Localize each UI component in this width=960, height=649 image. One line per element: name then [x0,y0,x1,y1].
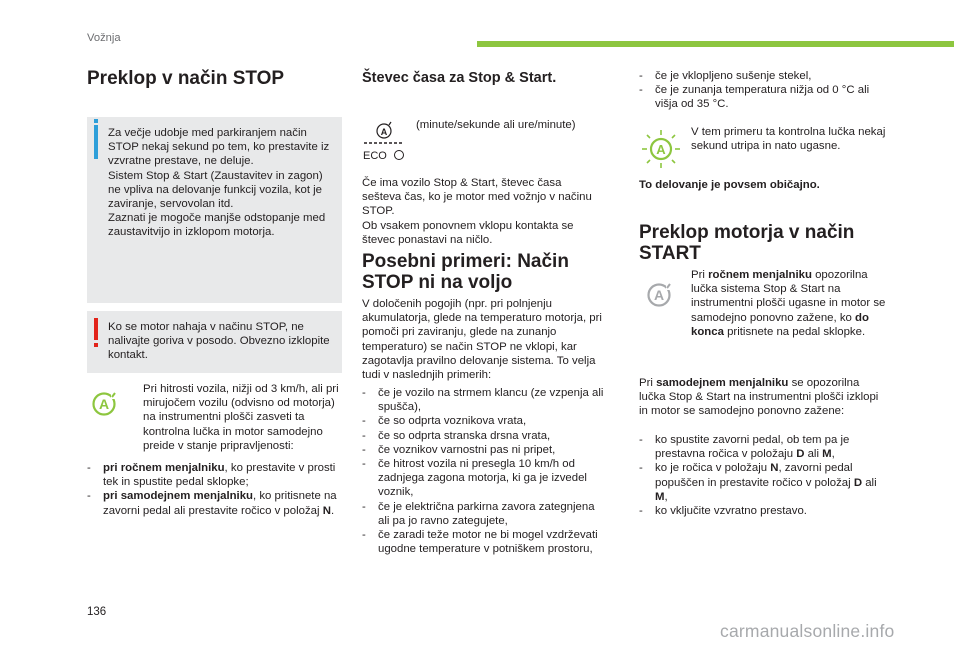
header-accent-bar [477,41,954,47]
svg-text:ECO: ECO [363,150,387,162]
flash-description: V tem primeru ta kontrolna lučka nekaj sekund utripa in nato ugasne. [691,126,886,153]
more-cases-list [639,69,879,112]
list-item: - če voznikov varnostni pas ni pripet, [362,443,607,457]
list-item: - pri ročnem menjalniku, ko prestavite v prosti tek in spustite pedal sklopke; [87,461,342,489]
list-item: - ko je ročica v položaju N, zavorni pedal popuščen in prestavite ročico v položaj D ali M, [639,461,884,504]
info-text-2: Sistem Stop & Start (Zaustavitev in zagon) ne vpliva na delovanje funkcij vozila, kot je zaviranje, servovolan itd. [108,169,323,211]
normal-operation-note: To delovanje je povsem običajno. [639,179,820,191]
list-item: - če je vozilo na strmem klancu (ze vzpenja ali spušča), [362,386,607,414]
warning-icon [94,318,98,340]
list-item: - ko spustite zavorni pedal, ob tem pa je prestavna ročica v položaju D ali M, [639,433,884,461]
lamp-off-icon [646,282,672,308]
list-item: - če je električna parkirna zavora zategnjena ali pa jo ravno zategujete, [362,500,607,528]
svg-text:A: A [98,396,110,412]
auto-gearbox-intro: Pri samodejnem menjalniku se opozorilna lučka Stop & Start na instrumentni plošči izklopi in motor se samodejno ponovno zažene: [639,377,879,418]
icon-caption: (minute/sekunde ali ure/minute) [416,119,576,131]
watermark-text: carmanualsonline.info [720,621,895,641]
heading-counter: Števec časa za Stop & Start. [362,70,557,86]
flashing-lamp-icon [640,128,682,170]
list-item: - če je vklopljeno sušenje stekel, [639,69,879,83]
info-icon [94,125,98,159]
special-cases-list [362,386,607,556]
info-box [87,117,342,303]
lamp-description: Pri hitrosti vozila, nižji od 3 km/h, ali pri mirujočem vozilu (odvisno od motorja) na instrumentni plošči zasveti ta kontrolna lučka in motor samodejno preide v stanje pripravljenosti: [143,383,339,452]
manual-gearbox-text: Pri ročnem menjalniku opozorilna lučka sistema Stop & Start na instrumentni plošči ugasne in motor se samodejno ponovno zažene, ko do konca pritisnete na pedal sklopke. [691,269,886,338]
special-cases-intro: V določenih pogojih (npr. pri polnjenju akumulatorja, glede na temperaturo motorja, pri pomoči pri zaviranju, glede na zunanjo temperaturo) se način STOP ne vklopi, kar zagotavlja pravilno delovanje sistema. To velja tudi v naslednjih primerih: [362,298,602,382]
heading-start-mode: Preklop motorja v način START [639,222,855,264]
list-item: - če so odprta stranska drsna vrata, [362,429,607,443]
info-text-3: Zaznati je mogoče manjše odstopanje med zaustavitvijo in izklopom motorja. [108,212,326,239]
list-item: - če je zunanja temperatura nižja od 0 °C ali višja od 35 °C. [639,83,879,111]
counter-text-2: Ob vsakem ponovnem vklopu kontakta se števec ponastavi na ničlo. [362,219,574,246]
list-item: - pri samodejnem menjalniku, ko pritisnete na zavorni pedal ali prestavite ročico v položaj N. [87,489,342,517]
svg-text:A: A [380,127,388,137]
list-item: - ko vključite vzvratno prestavo. [639,504,884,518]
heading-special-cases: Posebni primeri: Način STOP ni na voljo [362,251,569,293]
page-number: 136 [87,606,107,618]
counter-text-1: Če ima vozilo Stop & Start, števec časa sešteva čas, ko je motor med vožnjo v načinu STOP. [362,177,592,218]
warning-box [87,311,342,373]
info-text-1: Za večje udobje med parkiranjem način STOP nekaj sekund po tem, ko prestavite iz vzvratne prestave, ne deluje. [108,127,330,168]
heading-stop-mode: Preklop v način STOP [87,68,285,89]
warning-text: Ko se motor nahaja v načinu STOP, ne nalivajte goriva v posodo. Obvezno izklopite kontakt. [108,321,330,362]
list-item: - če so odprta voznikova vrata, [362,414,607,428]
eco-counter-icon [362,118,406,164]
stop-start-lamp-icon [91,391,117,417]
section-title: Vožnja [87,32,121,44]
list-item: - če zaradi teže motor ne bi mogel vzdrževati ugodne temperature v potniškem prostoru, [362,528,607,556]
svg-text:A: A [653,287,665,303]
svg-text:A: A [656,142,666,157]
stop-conditions-list [87,461,342,518]
auto-restart-list [639,433,884,518]
list-item: - če hitrost vozila ni presegla 10 km/h od zadnjega zagona motorja, ki ga je izvedel voznik, [362,457,607,500]
